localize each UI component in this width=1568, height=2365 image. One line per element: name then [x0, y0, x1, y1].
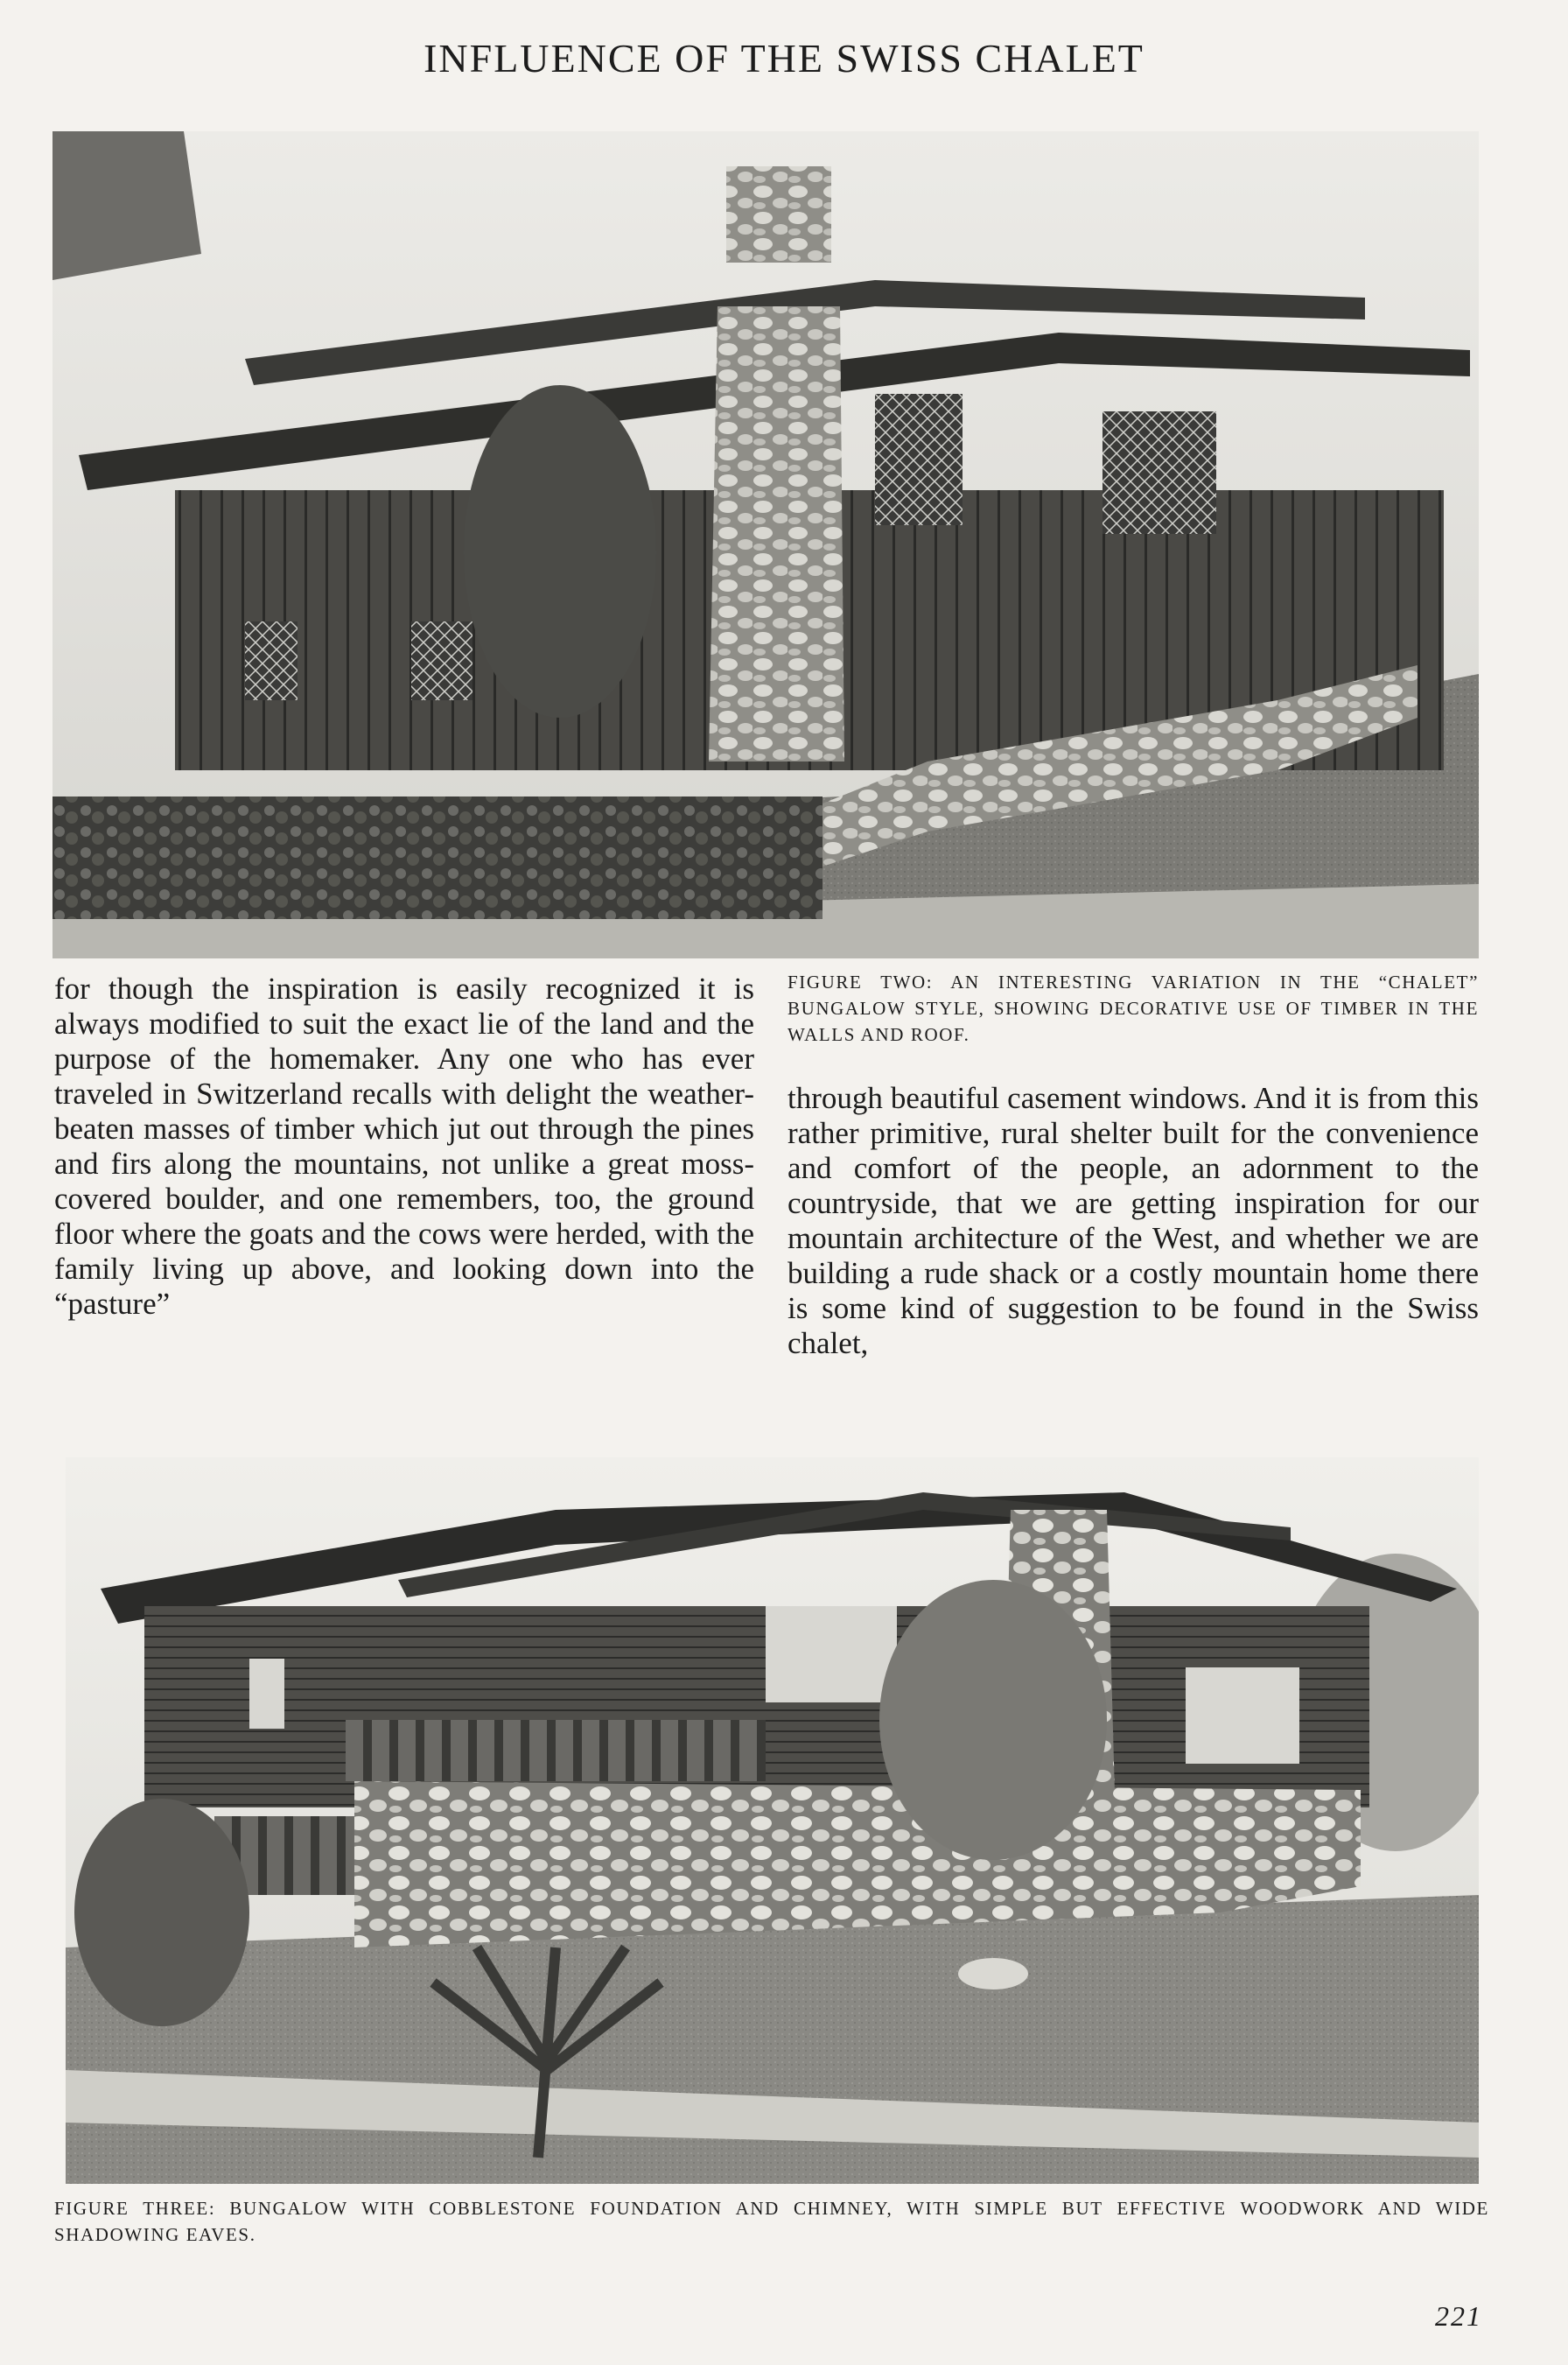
page-title: INFLUENCE OF THE SWISS CHALET: [424, 36, 1144, 81]
figure-two-photo: [52, 131, 1479, 958]
page-number: 221: [1435, 2300, 1482, 2332]
right-column-paragraph: through beautiful casement windows. And it is from this rather primitive, rural shelter built for the convenience and comfort of the people, an adornment to the countryside, that we are getting inspiration for our mountain architecture of the West, and whether we are building a rude shack or a costly mountain home there is some kind of suggestion to be found in the Swiss chalet,: [788, 1081, 1479, 1360]
right-column-text: [788, 1081, 1479, 1361]
figure-two-caption: FIGURE TWO: AN INTERESTING VARIATION IN THE “CHALET” BUNGALOW STYLE, SHOWING DECORATIVE USE OF TIMBER IN THE WALLS AND ROOF.: [788, 972, 1479, 1045]
figure-three-caption: FIGURE THREE: BUNGALOW WITH COBBLESTONE FOUNDATION AND CHIMNEY, WITH SIMPLE BUT EFFECTIVE WOODWORK AND WIDE SHADOWING EAVES.: [54, 2198, 1489, 2245]
figure-three-photo: [66, 1457, 1479, 2184]
left-column-paragraph: for though the inspiration is easily recognized it is always modified to suit the exact lie of the land and the purpose of the homemaker. Any one who has ever traveled in Switzerland recalls with delight the weather-beaten masses of timber which jut out through the pines and firs along the mountains, not unlike a great moss-covered boulder, and one remembers, too, the ground floor where the goats and the cows were herded, with the family living up above, and looking down into the “pasture”: [54, 972, 754, 1321]
left-column-text: [54, 972, 754, 1322]
